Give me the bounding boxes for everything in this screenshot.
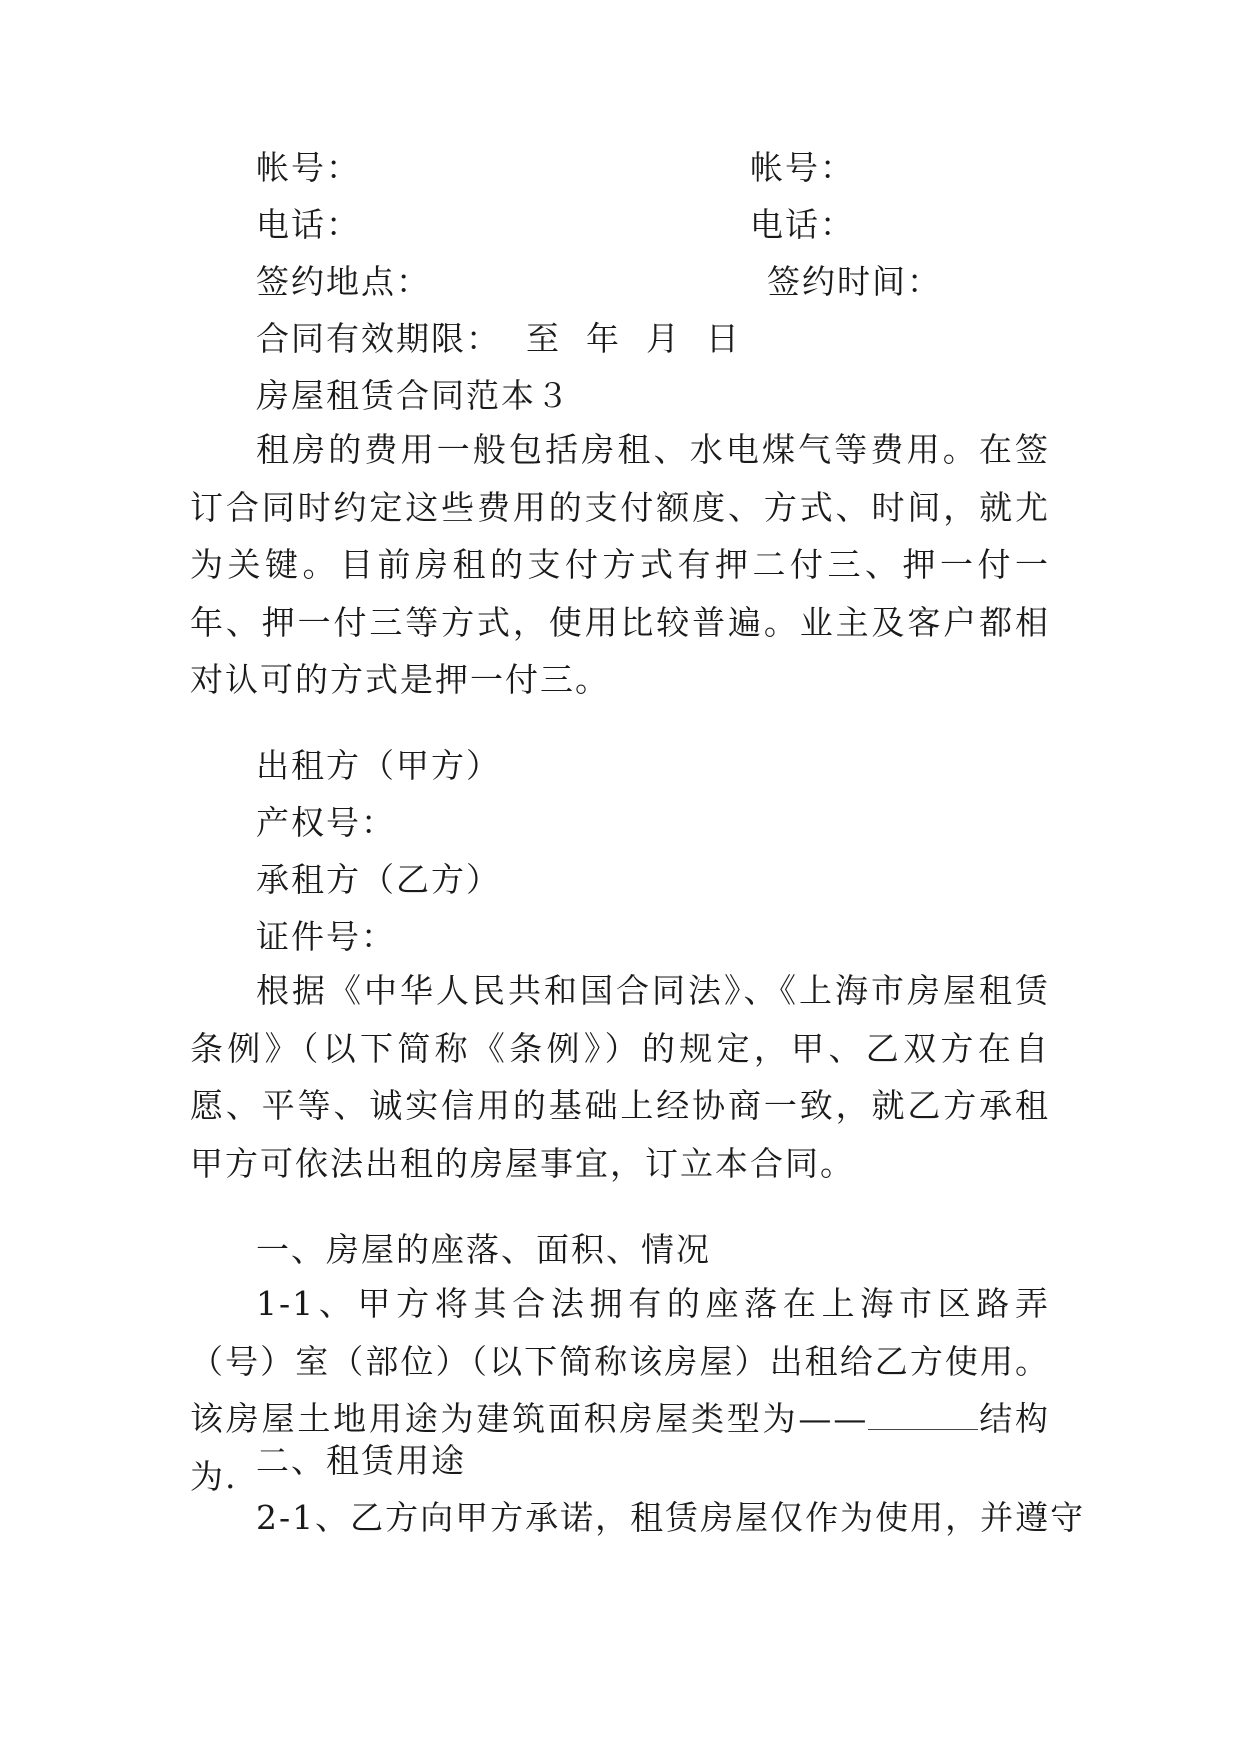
blank-underline (868, 1399, 978, 1430)
sign-time-label: 签约时间： (767, 262, 942, 301)
property-no-label: 产权号： (256, 803, 396, 842)
article2-clause1: 2-1、乙方向甲方承诺，租赁房屋仅作为使用，并遵守 (256, 1498, 1086, 1537)
article2-title: 二、租赁用途 (256, 1441, 466, 1480)
account-label-right: 帐号： (750, 148, 855, 187)
article1-clause1-text: 1-1、甲方将其合法拥有的座落在上海市区路弄（号）室（部位）（以下简称该房屋）出租给乙方使用。该房屋土地用途为建筑面积房屋类型为—— (190, 1284, 1050, 1438)
lessor-label: 出租方（甲方） (256, 746, 501, 785)
account-label-left: 帐号： (256, 148, 361, 187)
lessee-label: 承租方（乙方） (256, 860, 501, 899)
id-no-label: 证件号： (256, 917, 396, 956)
section-title: 房屋租赁合同范本３ (256, 376, 571, 415)
article1-title: 一、房屋的座落、面积、情况 (256, 1230, 711, 1269)
phone-label-right: 电话： (750, 205, 855, 244)
article1-clause1-end: 结构为. (190, 1399, 1051, 1496)
sign-place-label: 签约地点： (256, 262, 431, 301)
intro-paragraph: 租房的费用一般包括房租、水电煤气等费用。在签订合同时约定这些费用的支付额度、方式、时间，就尤为关键。目前房租的支付方式有押二付三、押一付一年、押一付三等方式，使用比较普遍。业主及客户都相对认可的方式是押一付三。 (190, 430, 1050, 699)
phone-label-left: 电话： (256, 205, 361, 244)
validity-line: 合同有效期限： 至 年 月 日 (256, 319, 741, 358)
basis-paragraph: 根据《中华人民共和国合同法》、《上海市房屋租赁条例》（以下简称《条例》）的规定，甲、乙双方在自愿、平等、诚实信用的基础上经协商一致，就乙方承租甲方可依法出租的房屋事宜，订立本合同。 (190, 971, 1050, 1183)
